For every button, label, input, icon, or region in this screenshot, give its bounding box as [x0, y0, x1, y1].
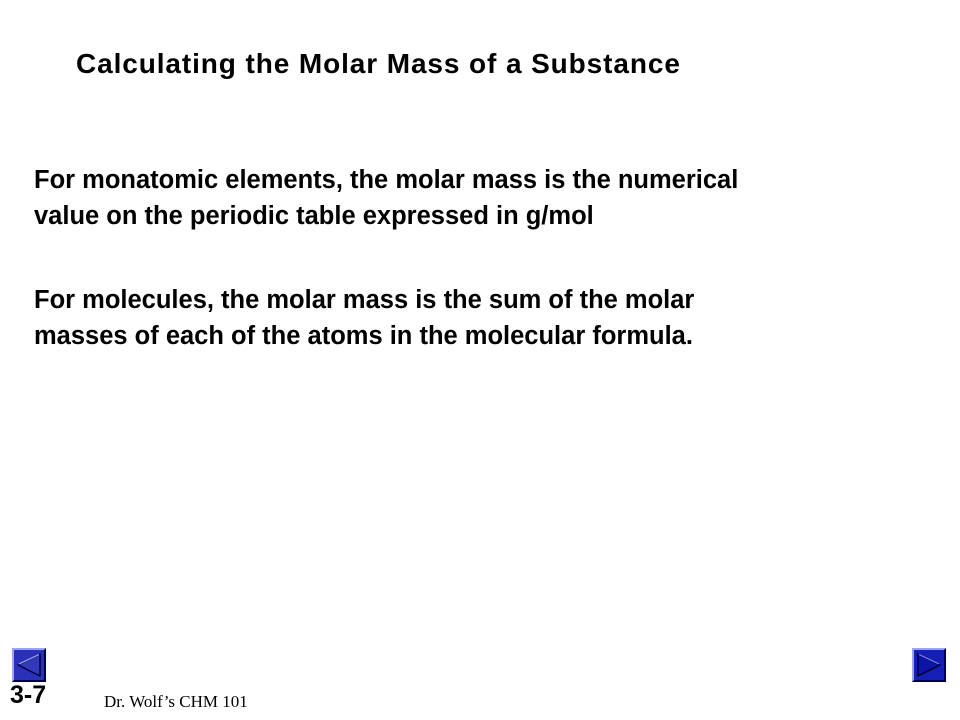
paragraph-line: value on the periodic table expressed in g/mol [34, 202, 594, 230]
course-footer: Dr. Wolf’s CHM 101 [104, 692, 248, 711]
paragraph-line: masses of each of the atoms in the molecular formula. [34, 322, 693, 350]
triangle-left-icon [14, 650, 44, 680]
paragraph-line: For molecules, the molar mass is the sum of the molar [34, 286, 695, 314]
paragraph-line: For monatomic elements, the molar mass is the numerical [34, 166, 739, 194]
slide-number: 3-7 [10, 681, 47, 709]
triangle-right-icon [914, 650, 944, 680]
previous-slide-button[interactable] [12, 648, 46, 682]
next-slide-button[interactable] [912, 648, 946, 682]
slide-title: Calculating the Molar Mass of a Substance [76, 48, 681, 79]
molecules-paragraph [34, 282, 934, 354]
monatomic-elements-paragraph [34, 162, 934, 234]
